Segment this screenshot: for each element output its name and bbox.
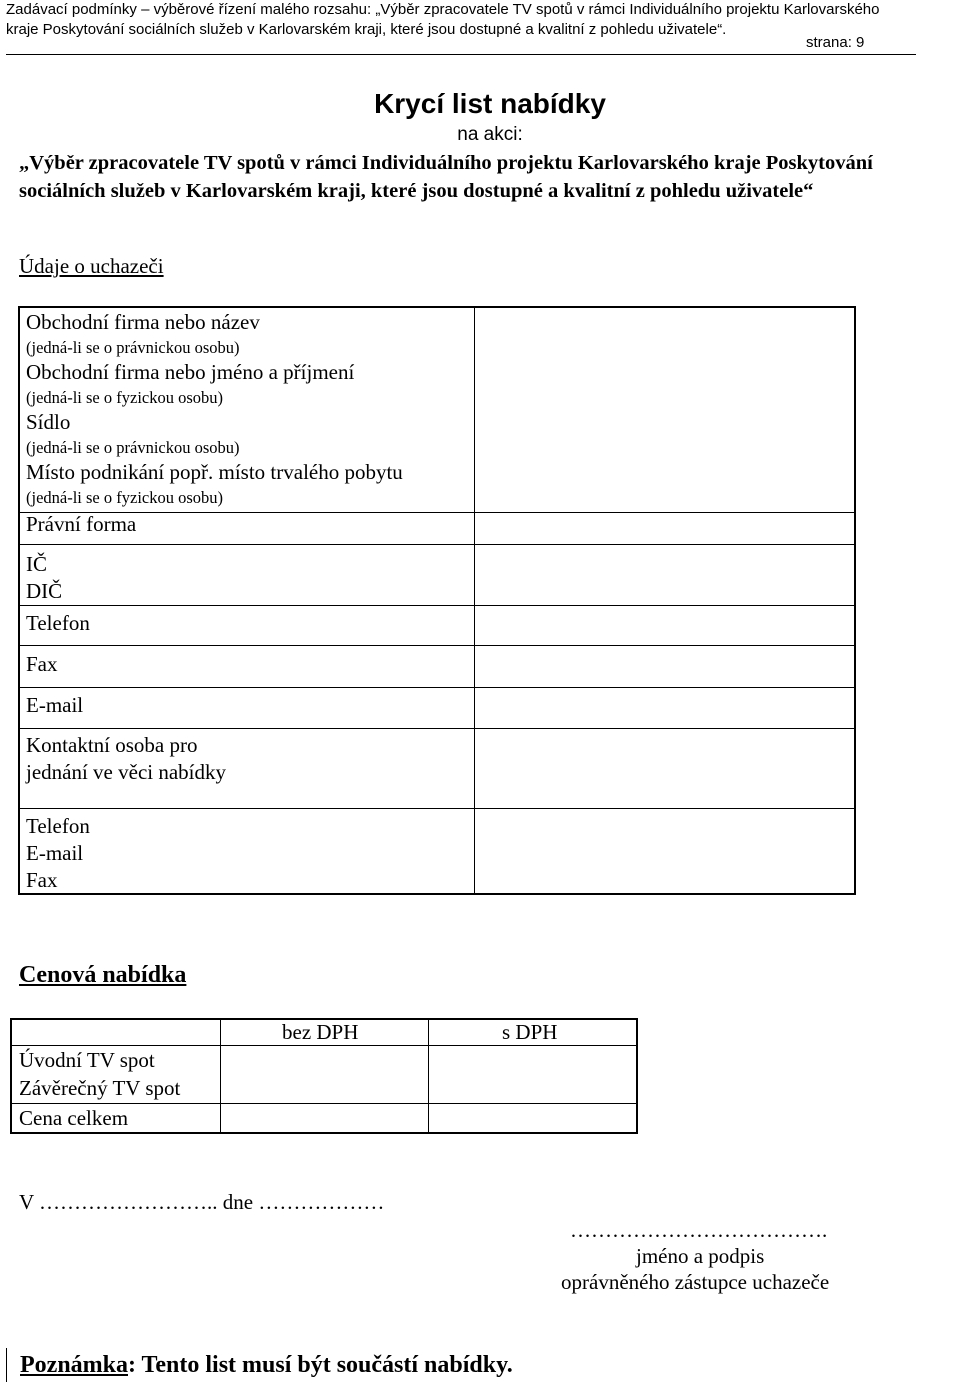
page-subtitle: na akci:: [457, 124, 523, 145]
col-header-with-vat: s DPH: [502, 1020, 558, 1044]
header-divider: [6, 54, 916, 55]
row-label-company-or-person: Obchodní firma nebo jméno a příjmení: [26, 360, 355, 384]
price-row-total: Cena celkem: [19, 1106, 129, 1130]
row-note-natural-person: (jedná-li se o fyzickou osobu): [26, 388, 224, 407]
table-row-divider: [18, 605, 856, 606]
page-title: Krycí list nabídky: [374, 88, 606, 119]
row-label-ic: IČ: [26, 552, 47, 576]
row-note-legal-person: (jedná-li se o právnickou osobu): [26, 438, 240, 457]
signature-label-name: jméno a podpis: [636, 1244, 765, 1268]
table-row-divider: [18, 544, 856, 545]
row-label-fax: Fax: [26, 652, 58, 676]
header-line-1: Zadávací podmínky – výběrové řízení malého rozsahu: „Výběr zpracovatele TV spotů v rámci Individuálního projektu Karlovarského: [6, 1, 880, 18]
row-label-dic: DIČ: [26, 579, 63, 603]
page-number: strana: 9: [806, 34, 865, 51]
price-table-column-divider: [428, 1018, 429, 1134]
price-table-total-divider: [10, 1103, 638, 1104]
table-row-divider: [18, 512, 856, 513]
row-note-natural-person: (jedná-li se o fyzickou osobu): [26, 488, 224, 507]
header-line-2: kraje Poskytování sociálních služeb v Karlovarském kraji, které jsou dostupné a kvalitní z pohledu uživatele“.: [6, 21, 727, 38]
footnote: [20, 1352, 513, 1379]
row-label-phone: Telefon: [26, 611, 90, 635]
table-row-divider: [18, 808, 856, 809]
signature-line: ……………………………….: [570, 1218, 828, 1242]
row-note-legal-person: (jedná-li se o právnickou osobu): [26, 338, 240, 357]
row-label-company-name: Obchodní firma nebo název: [26, 310, 260, 334]
document-header: [6, 0, 880, 40]
applicant-section-heading: Údaje o uchazeči: [19, 254, 164, 278]
row-label-legal-form: Právní forma: [26, 512, 137, 536]
price-table-header-divider: [10, 1045, 638, 1046]
row-label-contact-person: Kontaktní osoba pro: [26, 733, 198, 757]
row-label-business-place: Místo podnikání popř. místo trvalého pobytu: [26, 460, 403, 484]
table-row-divider: [18, 687, 856, 688]
row-label-email: E-mail: [26, 693, 84, 717]
col-header-without-vat: bez DPH: [282, 1020, 359, 1044]
row-label-contact-fax: Fax: [26, 868, 58, 892]
row-label-contact-person-cont: jednání ve věci nabídky: [26, 760, 227, 784]
place-and-date: V …………………….. dne ………………: [19, 1190, 385, 1214]
table-row-divider: [18, 728, 856, 729]
project-name: „Výběr zpracovatele TV spotů v rámci Individuálního projektu Karlovarského kraje Poskytování sociálních služeb v Karlovarském kraji, které jsou dostupné a kvalitní z pohledu uživatele“: [19, 152, 873, 202]
footnote-label: Poznámka: [20, 1352, 128, 1378]
footnote-margin-bar: [6, 1348, 7, 1382]
signature-label-role: oprávněného zástupce uchazeče: [561, 1270, 830, 1294]
price-section-heading: Cenová nabídka: [19, 962, 187, 988]
row-label-seat: Sídlo: [26, 410, 71, 434]
price-table-column-divider: [220, 1018, 221, 1134]
price-row-final-spot: Závěrečný TV spot: [19, 1076, 181, 1100]
price-row-intro-spot: Úvodní TV spot: [19, 1048, 155, 1072]
table-row-divider: [18, 645, 856, 646]
row-label-contact-phone: Telefon: [26, 814, 90, 838]
row-label-contact-email: E-mail: [26, 841, 84, 865]
applicant-table-column-divider: [474, 306, 475, 895]
footnote-text: : Tento list musí být součástí nabídky.: [128, 1352, 513, 1378]
